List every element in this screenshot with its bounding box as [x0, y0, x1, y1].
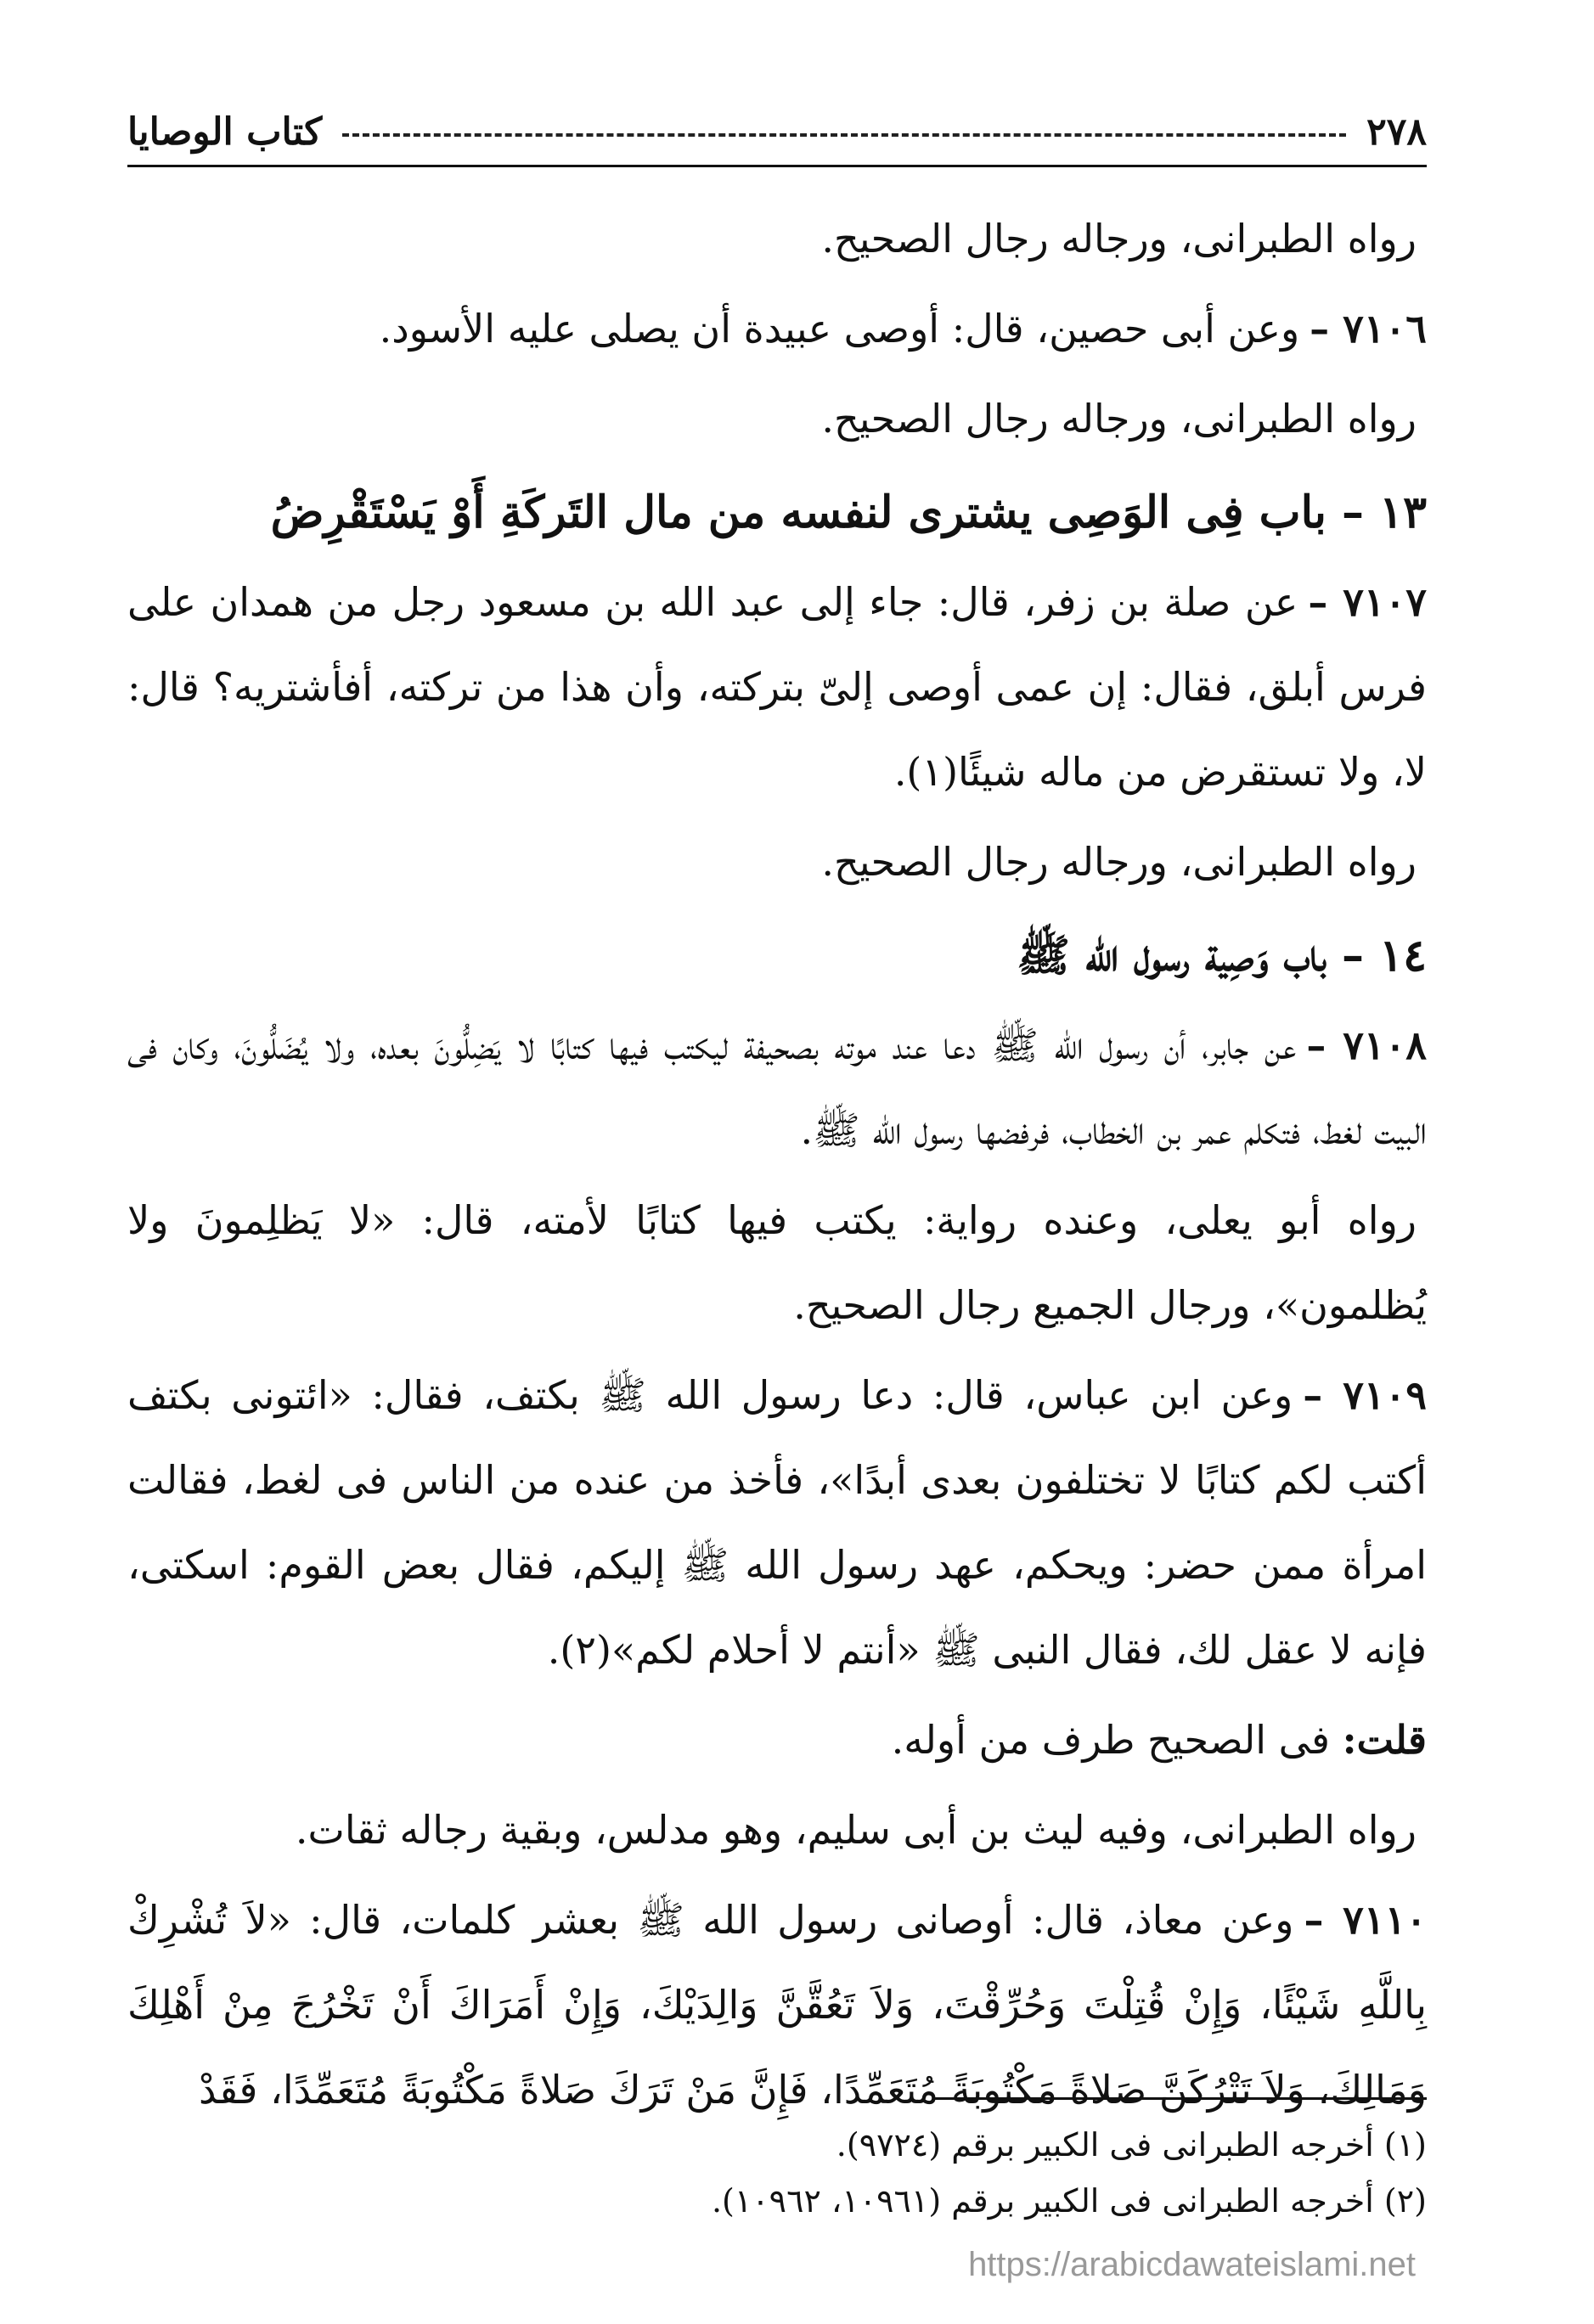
- chapter-heading: ١٣ – باب فِى الوَصِى يشترى لنفسه من مال التَركَةِ أَوْ يَسْتَقْرِضُ: [270, 487, 1427, 538]
- paragraph-text: وعن ابن عباس، قال: دعا رسول الله ﷺ بكتف، فقال: «ائتونى بكتف أكتب لكم كتابًا لا تختلفون بعدى أبدًا»، فأخذ من عنده من الناس فى لغط، فقالت امرأة ممن حضر: ويحكم، عهد رسول الله ﷺ إليكم، فقال بعض القوم: اسكتى، فإنه لا عقل لك، فقال النبى ﷺ «أنتم لا أحلام لكم»(٢).: [127, 1372, 1427, 1673]
- running-title: كتاب الوصايا: [127, 110, 323, 154]
- paragraph: [127, 1003, 1427, 1173]
- footnotes: [127, 2097, 1427, 2229]
- hadith-number: ٧١٠٦ –: [1310, 306, 1427, 352]
- chapter-heading: ١٤ – باب وَصِية رسول الله ﷺ: [1017, 930, 1427, 982]
- paragraph: [127, 376, 1427, 461]
- header-rule: [127, 165, 1427, 167]
- hadith-number: ٧١٠٧ –: [1308, 579, 1428, 625]
- page-header: [127, 102, 1427, 161]
- paragraph: [127, 819, 1427, 904]
- paragraph: [127, 286, 1427, 371]
- paragraph: [127, 560, 1427, 814]
- paragraph-text: عن جابر، أن رسول الله ﷺ دعا عند موته بصحيفة ليكتب فيها كتابًا لا يَضِلُّونَ بعده، ولا يُضَلُّونَ، وكان فى البيت لغط، فتكلم عمر بن الخطاب، فرفضها رسول الله ﷺ.: [127, 1022, 1427, 1153]
- paragraph-text: وعن معاذ، قال: أوصانى رسول الله ﷺ بعشر كلمات، قال: «لاَ تُشْرِكْ بِاللَّهِ شَيْئًا، وَإِنْ قُتِلْتَ وَحُرِّقْتَ، وَلاَ تَعُقَّنَّ وَالِدَيْكَ، وَإِنْ أَمَرَاكَ أَنْ تَخْرُجَ مِنْ أَهْلِكَ وَمَالِكَ، وَلاَ تَتْرُكَنَّ صَلاةً مَكْتُوبَةً مُتَعَمِّدًا، فَإِنَّ مَنْ تَرَكَ صَلاةً مَكْتُوبَةً مُتَعَمِّدًا، فَقَدْ: [127, 1897, 1427, 2113]
- header-dash-rule: [342, 133, 1346, 137]
- paragraph-text: رواه الطبرانى، ورجاله رجال الصحيح.: [821, 839, 1417, 885]
- paragraph: [127, 1353, 1427, 1692]
- book-page: [127, 102, 1427, 2276]
- paragraph-text: رواه أبو يعلى، وعنده رواية: يكتب فيها كتابًا لأمته، قال: «لا يَظلِمونَ ولا يُظلمون»، ورجال الجميع رجال الصحيح.: [127, 1197, 1427, 1328]
- hadith-number: ٧١١٠ –: [1304, 1897, 1427, 1943]
- hadith-number: ٧١٠٩ –: [1303, 1372, 1428, 1418]
- paragraph-text: فى الصحيح طرف من أوله.: [891, 1717, 1330, 1763]
- paragraph-text: رواه الطبرانى، ورجاله رجال الصحيح.: [821, 396, 1417, 442]
- paragraph: [127, 1877, 1427, 2132]
- footnote: (٢) أخرجه الطبرانى فى الكبير برقم (١٠٩٦١، ١٠٩٦٢).: [711, 2182, 1427, 2220]
- paragraph: [127, 1697, 1427, 1782]
- paragraph: [127, 1787, 1427, 1872]
- paragraph-text: رواه الطبرانى، ورجاله رجال الصحيح.: [821, 216, 1417, 262]
- paragraph-text: رواه الطبرانى، وفيه ليث بن أبى سليم، وهو مدلس، وبقية رجاله ثقات.: [295, 1807, 1417, 1853]
- watermark-url: https://arabicdawateislami.net: [968, 2246, 1416, 2283]
- body-text: [127, 196, 1427, 2132]
- footnote: (١) أخرجه الطبرانى فى الكبير برقم (٩٧٢٤).: [836, 2126, 1427, 2164]
- paragraph-text: وعن أبى حصين، قال: أوصى عبيدة أن يصلى عليه الأسود.: [379, 306, 1300, 352]
- hadith-number: ٧١٠٨ –: [1306, 1022, 1428, 1068]
- page-number: ٢٧٨: [1366, 110, 1427, 154]
- footnote-rule: [934, 2097, 1427, 2100]
- paragraph-text: عن صلة بن زفر، قال: جاء إلى عبد الله بن مسعود رجل من همدان على فرس أبلق، فقال: إن عمى أوصى إلىّ بتركته، وأن هذا من تركته، أفأشتريه؟ قال: لا، ولا تستقرض من ماله شيئًا(١).: [127, 579, 1427, 795]
- paragraph: [127, 196, 1427, 281]
- paragraph-lead: قلت:: [1342, 1717, 1427, 1763]
- paragraph: [127, 1178, 1427, 1348]
